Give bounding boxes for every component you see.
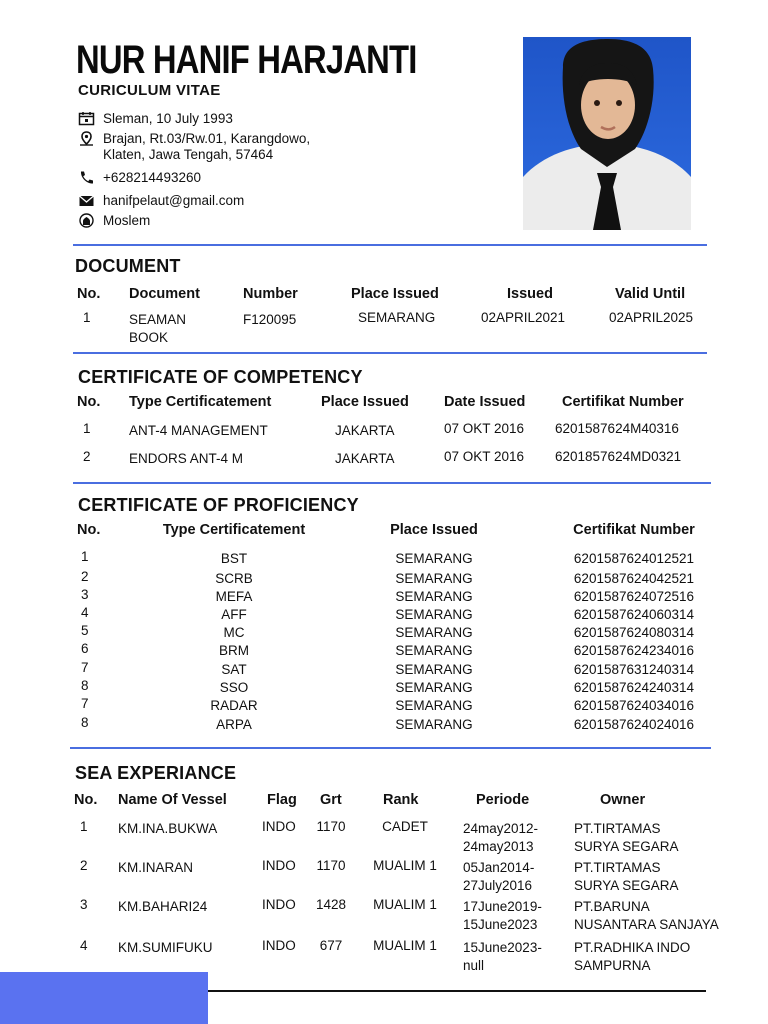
sea-cell-owner: PT.RADHIKA INDO SAMPURNA	[574, 940, 691, 973]
cop-cell-place: SEMARANG	[395, 589, 473, 604]
coc-cell-no: 2	[83, 449, 91, 464]
sea-cell-rank: MUALIM 1	[373, 938, 437, 953]
envelope-icon	[78, 193, 95, 208]
cop-cell-no: 6	[81, 641, 89, 656]
coc-header-type: Type Certificatement	[129, 394, 272, 410]
doc-cell-number: F120095	[243, 312, 297, 327]
cop-cell-no: 5	[81, 623, 89, 638]
birth-text: Sleman, 10 July 1993	[103, 111, 233, 126]
cop-cell-number: 6201587624060314	[573, 607, 695, 622]
doc-header-document: Document	[129, 286, 200, 302]
phone-icon	[78, 170, 95, 185]
cop-header-no: No.	[77, 522, 101, 538]
sea-section-title: SEA EXPERIANCE	[75, 763, 237, 783]
doc-cell-place: SEMARANG	[358, 310, 436, 325]
cop-cell-number: 6201587631240314	[573, 662, 695, 677]
competency-section-title: CERTIFICATE OF COMPETENCY	[78, 367, 363, 387]
sea-cell-periode: 15June2023- null	[463, 940, 542, 973]
cop-cell-type: SAT	[221, 662, 247, 677]
religion-info	[78, 213, 150, 229]
coc-cell-number: 6201587624M40316	[555, 421, 679, 436]
cop-cell-number: 6201587624240314	[573, 680, 695, 695]
doc-header-valid: Valid Until	[615, 286, 686, 302]
address-line-2: Klaten, Jawa Tengah, 57464	[103, 147, 274, 162]
sea-cell-rank: CADET	[382, 819, 428, 834]
sea-cell-no: 2	[80, 858, 88, 873]
cop-cell-number: 6201587624024016	[573, 717, 695, 732]
doc-header-issued: Issued	[507, 286, 553, 302]
sea-cell-rank: MUALIM 1	[373, 897, 437, 912]
sea-cell-rank: MUALIM 1	[373, 858, 437, 873]
coc-cell-place: JAKARTA	[335, 423, 395, 438]
sea-cell-flag: INDO	[262, 819, 296, 834]
sea-header-flag: Flag	[267, 792, 297, 808]
cop-cell-type: AFF	[221, 607, 247, 622]
coc-cell-type: ENDORS ANT-4 M	[129, 451, 244, 466]
coc-header-place: Place Issued	[321, 394, 409, 410]
calendar-icon	[78, 111, 95, 126]
sea-cell-flag: INDO	[262, 858, 296, 873]
coc-cell-place: JAKARTA	[335, 451, 395, 466]
cop-cell-no: 3	[81, 587, 89, 602]
cop-cell-type: MEFA	[215, 589, 253, 604]
cop-header-type: Type Certificatement	[162, 522, 306, 538]
address-line-1: Brajan, Rt.03/Rw.01, Karangdowo,	[103, 131, 311, 146]
cop-cell-no: 1	[81, 549, 89, 564]
cop-cell-number: 6201587624012521	[573, 551, 695, 566]
cop-cell-place: SEMARANG	[395, 698, 473, 713]
location-pin-icon	[78, 131, 95, 146]
person-name: NUR HANIF HARJANTI	[76, 38, 417, 82]
coc-header-number: Certifikat Number	[562, 394, 684, 410]
sea-cell-grt: 1170	[316, 858, 346, 873]
sea-cell-periode: 24may2012- 24may2013	[463, 821, 539, 854]
cop-cell-number: 6201587624034016	[573, 698, 695, 713]
mosque-icon	[78, 213, 95, 228]
doc-cell-document: SEAMAN BOOK	[129, 312, 187, 345]
coc-header-no: No.	[77, 394, 101, 410]
cop-cell-type: BST	[220, 551, 248, 566]
sea-cell-owner: PT.TIRTAMAS SURYA SEGARA	[574, 860, 679, 893]
email-info	[78, 193, 244, 209]
doc-header-no: No.	[77, 286, 101, 302]
cop-header-number: Certifikat Number	[573, 522, 695, 538]
coc-cell-date: 07 OKT 2016	[444, 449, 525, 464]
cop-cell-type: ARPA	[216, 717, 252, 732]
sea-cell-vessel: KM.INARAN	[118, 860, 194, 875]
cop-cell-number: 6201587624234016	[573, 643, 695, 658]
coc-cell-number: 6201857624MD0321	[555, 449, 682, 464]
sea-cell-periode: 05Jan2014- 27July2016	[463, 860, 535, 893]
sea-cell-flag: INDO	[262, 938, 296, 953]
footer-accent-block	[0, 972, 208, 1024]
sea-cell-grt: 1428	[315, 897, 347, 912]
sea-cell-vessel: KM.BAHARI24	[118, 899, 208, 914]
sea-cell-vessel: KM.INA.BUKWA	[118, 821, 218, 836]
sea-cell-flag: INDO	[262, 897, 296, 912]
cop-cell-no: 7	[81, 660, 89, 675]
divider	[73, 482, 711, 484]
birth-info	[78, 111, 233, 127]
divider	[73, 352, 707, 354]
cop-cell-number: 6201587624042521	[573, 571, 695, 586]
sea-cell-vessel: KM.SUMIFUKU	[118, 940, 213, 955]
doc-cell-no: 1	[83, 310, 91, 325]
coc-cell-date: 07 OKT 2016	[444, 421, 525, 436]
cop-cell-place: SEMARANG	[395, 662, 473, 677]
sea-header-owner: Owner	[600, 792, 646, 808]
cop-header-place: Place Issued	[390, 522, 478, 538]
sea-cell-owner: PT.BARUNA NUSANTARA SANJAYA	[574, 899, 719, 932]
cop-cell-no: 7	[81, 696, 89, 711]
sea-cell-grt: 677	[319, 938, 343, 953]
doc-cell-issued: 02APRIL2021	[481, 310, 566, 325]
cop-cell-no: 8	[81, 715, 89, 730]
profile-photo	[523, 37, 691, 230]
cop-cell-place: SEMARANG	[395, 643, 473, 658]
coc-cell-type: ANT-4 MANAGEMENT	[129, 423, 268, 438]
sea-cell-no: 4	[80, 938, 88, 953]
doc-header-place: Place Issued	[351, 286, 439, 302]
proficiency-section-title: CERTIFICATE OF PROFICIENCY	[78, 495, 359, 515]
sea-header-no: No.	[74, 792, 98, 808]
doc-header-number: Number	[243, 286, 298, 302]
coc-header-date: Date Issued	[444, 394, 526, 410]
cop-cell-no: 8	[81, 678, 89, 693]
cop-cell-type: RADAR	[210, 698, 258, 713]
cop-cell-type: SSO	[219, 680, 249, 695]
cop-cell-place: SEMARANG	[395, 607, 473, 622]
coc-cell-no: 1	[83, 421, 91, 436]
phone-text: +628214493260	[103, 170, 201, 185]
cop-cell-no: 4	[81, 605, 89, 620]
cop-cell-type: BRM	[219, 643, 249, 658]
cv-subtitle: CURICULUM VITAE	[78, 82, 221, 99]
sea-header-rank: Rank	[383, 792, 419, 808]
cop-cell-place: SEMARANG	[395, 571, 473, 586]
cop-cell-type: SCRB	[215, 571, 253, 586]
doc-cell-valid: 02APRIL2025	[609, 310, 694, 325]
cop-cell-type: MC	[223, 625, 245, 640]
sea-cell-periode: 17June2019- 15June2023	[463, 899, 542, 932]
email-text: hanifpelaut@gmail.com	[103, 193, 245, 208]
cop-cell-place: SEMARANG	[395, 680, 473, 695]
divider	[70, 747, 711, 749]
divider	[73, 244, 707, 246]
sea-header-periode: Periode	[476, 792, 530, 808]
cop-cell-place: SEMARANG	[395, 551, 473, 566]
sea-header-vessel: Name Of Vessel	[118, 792, 227, 808]
sea-cell-no: 1	[80, 819, 88, 834]
sea-cell-owner: PT.TIRTAMAS SURYA SEGARA	[574, 821, 679, 854]
cop-cell-place: SEMARANG	[395, 717, 473, 732]
phone-info	[78, 170, 201, 186]
religion-text: Moslem	[103, 213, 151, 228]
sea-cell-grt: 1170	[316, 819, 346, 834]
document-section-title: DOCUMENT	[75, 256, 181, 276]
cop-cell-number: 6201587624072516	[573, 589, 695, 604]
sea-header-grt: Grt	[320, 792, 342, 808]
address-info	[78, 131, 310, 163]
cop-cell-place: SEMARANG	[395, 625, 473, 640]
sea-cell-no: 3	[80, 897, 88, 912]
cop-cell-number: 6201587624080314	[573, 625, 695, 640]
cop-cell-no: 2	[81, 569, 89, 584]
